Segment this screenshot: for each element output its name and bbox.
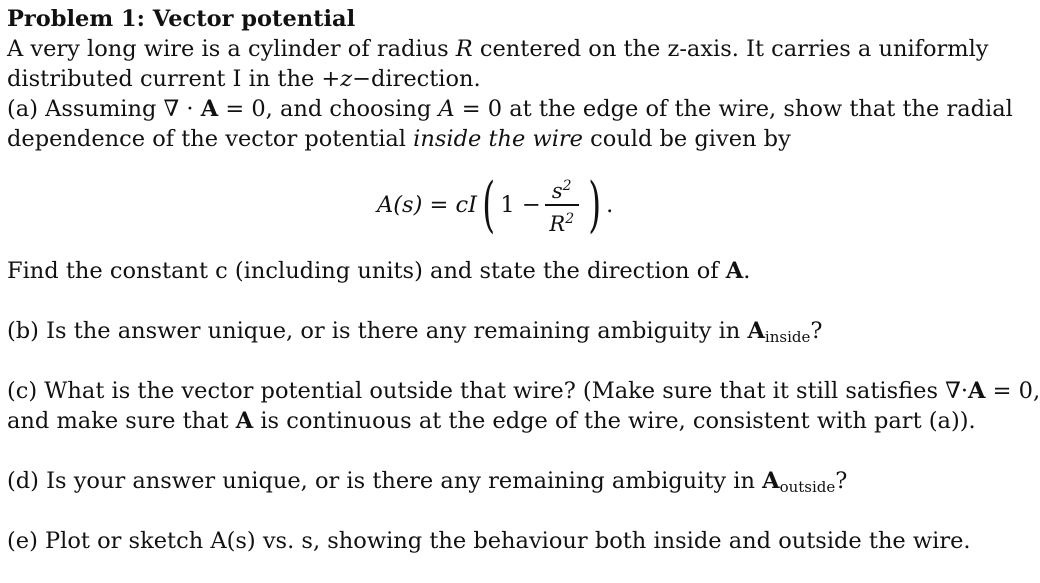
denominator-base: R <box>549 211 566 236</box>
equation-block <box>7 160 1017 256</box>
vector-A-symbol: A <box>725 258 744 284</box>
find-constant-line <box>7 256 1017 286</box>
fraction-numerator <box>552 174 572 203</box>
part-a-text: (a) Assuming ∇ · <box>7 96 201 122</box>
intro-text: A very long wire is a cylinder of radius <box>7 36 456 62</box>
problem-title: Problem 1: Vector potential <box>7 6 356 32</box>
part-c-line-2 <box>7 406 1017 436</box>
part-c-text: is continuous at the edge of the wire, consistent with part (a)). <box>253 408 976 434</box>
part-a-text: could be given by <box>582 126 791 152</box>
part-a-line-1 <box>7 94 1017 124</box>
part-d-line <box>7 466 1017 496</box>
outside-subscript: outside <box>779 478 836 496</box>
fraction-denominator <box>549 207 574 236</box>
vector-A-symbol: A <box>200 96 219 122</box>
part-a-text: = 0 at the edge of the wire, show that the radial <box>454 96 1013 122</box>
equation-one-minus: 1 − <box>500 191 541 218</box>
part-c-text: and make sure that <box>7 408 236 434</box>
part-e-line: (e) Plot or sketch A(s) vs. s, showing the behaviour both inside and outside the wire. <box>7 528 971 554</box>
part-b-line <box>7 316 1017 346</box>
part-c-text: = 0, <box>985 378 1040 404</box>
vector-A-symbol: A <box>747 318 765 344</box>
part-d-text: ? <box>835 468 848 494</box>
intro-text: distributed current I in the + <box>7 66 341 92</box>
equation-lhs: A(s) = cI <box>377 191 477 218</box>
right-paren: ) <box>588 169 601 240</box>
part-b-text: ? <box>810 318 823 344</box>
intro-line-1 <box>7 34 1017 64</box>
z-symbol: z <box>340 66 353 92</box>
intro-line-2 <box>7 64 1017 94</box>
find-text: Find the constant c (including units) and state the direction of <box>7 258 726 284</box>
spacer <box>7 436 1017 466</box>
part-b-text: (b) Is the answer unique, or is there any remaining ambiguity in <box>7 318 748 344</box>
intro-text: centered on the z-axis. It carries a uniformly <box>472 36 989 62</box>
part-c-text: (c) What is the vector potential outside that wire? (Make sure that it still satisfies ∇· <box>7 378 969 404</box>
numerator-exponent: 2 <box>562 178 572 194</box>
left-paren: ( <box>482 169 496 240</box>
part-c-line-1 <box>7 376 1040 406</box>
intro-text: −direction. <box>352 66 481 92</box>
numerator-base: s <box>551 179 563 203</box>
find-text: . <box>743 258 751 284</box>
display-equation <box>377 169 614 240</box>
document-page <box>7 4 1040 556</box>
fraction-bar <box>545 204 579 206</box>
equation-period: . <box>606 191 614 218</box>
equation-fraction <box>545 174 579 236</box>
inside-subscript: inside <box>764 328 811 346</box>
spacer <box>7 286 1017 316</box>
part-d-text: (d) Is your answer unique, or is there any remaining ambiguity in <box>7 468 763 494</box>
vector-A-symbol: A <box>968 378 986 404</box>
part-a-text: dependence of the vector potential <box>7 126 414 152</box>
emphasis-text: inside the wire <box>413 126 583 152</box>
radius-symbol: R <box>455 36 473 62</box>
part-a-line-2 <box>7 124 1017 154</box>
scalar-A-symbol: A <box>438 96 455 122</box>
part-a-text: = 0, and choosing <box>218 96 439 122</box>
spacer <box>7 496 1017 526</box>
vector-A-symbol: A <box>235 408 254 434</box>
vector-A-symbol: A <box>762 468 780 494</box>
spacer <box>7 346 1017 376</box>
denominator-exponent: 2 <box>565 210 575 227</box>
